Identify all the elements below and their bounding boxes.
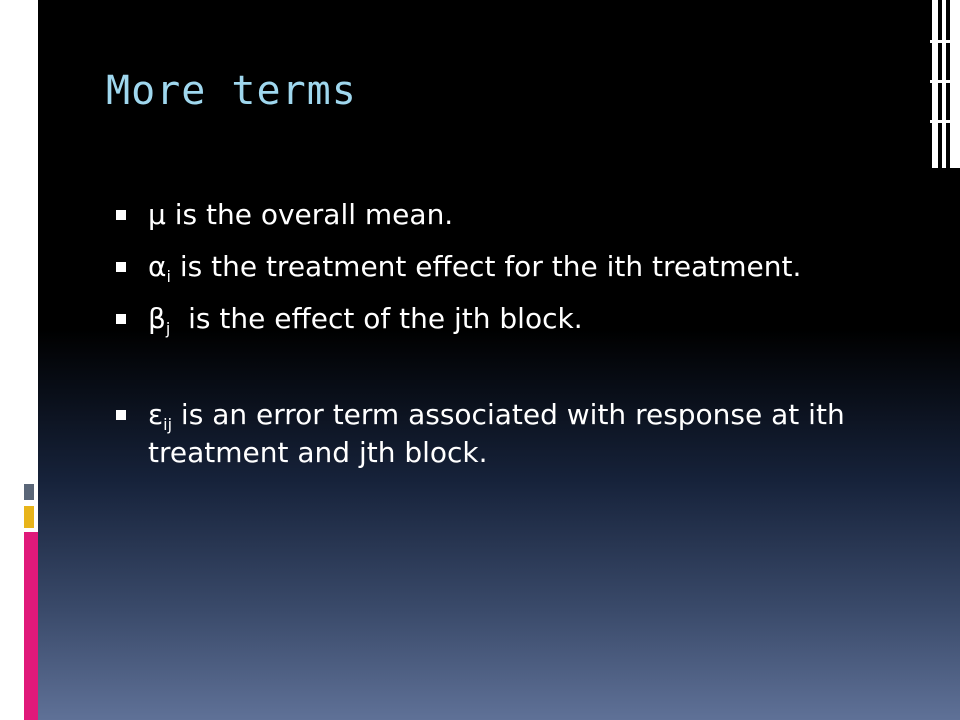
slide-title: More terms — [106, 68, 357, 114]
square-bullet-icon — [116, 314, 126, 324]
symbol-subscript: i — [166, 267, 171, 286]
bullet-item-beta — [116, 300, 916, 338]
bullet-text: is an error term associated with response at ith treatment and jth block. — [148, 398, 845, 469]
left-pink-accent — [24, 532, 38, 720]
greek-symbol: β — [148, 302, 166, 335]
square-bullet-icon — [116, 410, 126, 420]
bullet-item-mu — [116, 196, 916, 234]
greek-symbol: ε — [148, 398, 164, 431]
square-bullet-icon — [116, 262, 126, 272]
left-gray-accent — [24, 484, 34, 500]
symbol-subscript: j — [165, 319, 171, 338]
bullet-item-epsilon — [116, 396, 916, 472]
symbol-subscript: ij — [163, 415, 173, 434]
bullet-text: is the treatment effect for the ith treatment. — [170, 250, 802, 283]
right-edge-stripes — [930, 0, 960, 168]
bullet-list — [116, 196, 916, 486]
greek-symbol: μ — [148, 198, 166, 231]
bullet-text: is the effect of the jth block. — [170, 302, 583, 335]
left-gold-accent — [24, 506, 34, 528]
bullet-text: is the overall mean. — [165, 198, 454, 231]
square-bullet-icon — [116, 210, 126, 220]
bullet-item-alpha — [116, 248, 916, 286]
greek-symbol: α — [148, 250, 167, 283]
